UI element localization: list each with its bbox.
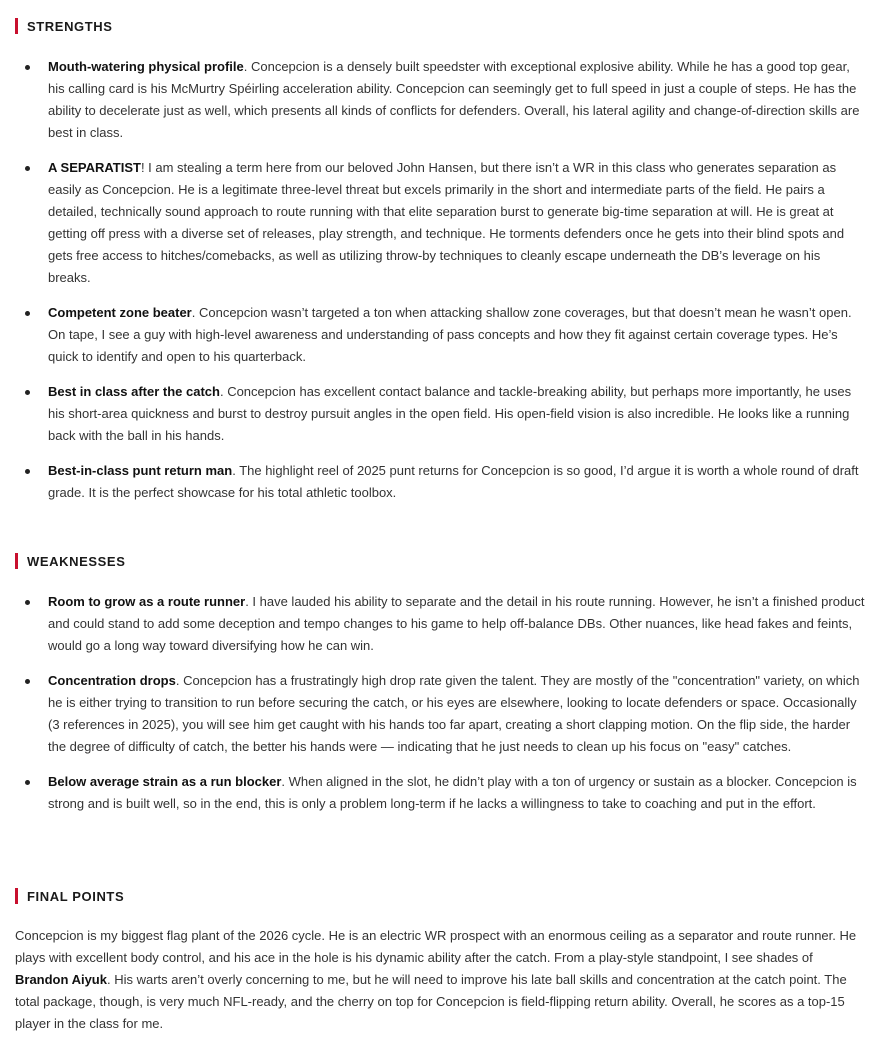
weaknesses-list [0,591,879,828]
item-text: . I have lauded his ability to separate and the detail in his route running. However, he isn’t a finished product and could stand to add some deception and tempo changes to his game to help off-balance DBs. Other nuances, like head fakes and feints, would go a long way toward diversifying how he can win. [48,594,865,653]
strengths-heading [15,17,113,35]
item-lead: Best in class after the catch [48,384,220,399]
final-points-heading [15,887,124,905]
heading-accent-bar [15,888,18,904]
list-item [0,460,879,504]
bullet-icon [25,780,30,785]
player-comparison-name: Brandon Aiyuk [15,972,107,987]
item-lead: Room to grow as a route runner [48,594,246,609]
item-text: . The highlight reel of 2025 punt returns for Concepcion is so good, I’d argue it is worth a whole round of draft grade. It is the perfect showcase for his total athletic toolbox. [48,463,859,500]
weaknesses-heading-label: WEAKNESSES [27,553,126,569]
item-lead: Competent zone beater [48,305,192,320]
item-text: . Concepcion is a densely built speedster with exceptional explosive ability. While he has a good top gear, his calling card is his McMurtry Spéirling acceleration ability. Concepcion can seemingly get to full speed in just a couple of steps. He has the ability to decelerate just as well, which presents all kinds of conflicts for defenders. Overall, his lateral agility and change-of-direction skills are best in class. [48,59,860,140]
bullet-icon [25,679,30,684]
list-item [0,381,879,447]
bullet-icon [25,469,30,474]
item-text: . Concepcion has a frustratingly high drop rate given the talent. They are mostly of the "concentration" variety, on which he is either trying to transition to run before securing the catch, or his eyes are elsewhere, looking to locate defenders or space. Occasionally (3 references in 2025), you will see him get caught with his hands too far apart, creating a short clapping motion. On the flip side, the harder the degree of difficulty of catch, the better his hands were — indicating that he just needs to clean up his focus on "easy" catches. [48,673,860,754]
item-lead: A SEPARATIST [48,160,141,175]
item-text: . When aligned in the slot, he didn’t play with a ton of urgency or sustain as a blocker. Concepcion is strong and is built well, so in the end, this is only a problem long-term if he lacks a willingness to take to coaching and put in the effort. [48,774,857,811]
final-text-after: . His warts aren’t overly concerning to me, but he will need to improve his late ball skills and concentration at the catch point. The total package, though, is very much NFL-ready, and the cherry on top for Concepcion is field-flipping return ability. Overall, he scores as a top-15 player in the class for me. [15,972,847,1031]
strengths-list [0,56,879,517]
weaknesses-heading [15,552,125,570]
strengths-heading-label: STRENGTHS [27,18,113,34]
list-item [0,771,879,815]
list-item [0,670,879,758]
heading-accent-bar [15,18,18,34]
bullet-icon [25,600,30,605]
bullet-icon [25,166,30,171]
item-lead: Best-in-class punt return man [48,463,233,478]
final-points-heading-label: FINAL POINTS [27,888,125,904]
list-item [0,56,879,144]
bullet-icon [25,311,30,316]
final-text-before: Concepcion is my biggest flag plant of the 2026 cycle. He is an electric WR prospect with an enormous ceiling as a separator and route runner. He plays with excellent body control, and his ace in the hole is his dynamic ability after the catch. From a play-style standpoint, I see shades of [15,928,857,965]
list-item [0,591,879,657]
item-lead: Below average strain as a run blocker [48,774,282,789]
list-item [0,157,879,289]
item-text: . Concepcion wasn’t targeted a ton when attacking shallow zone coverages, but that doesn’t mean he wasn’t open. On tape, I see a guy with high-level awareness and understanding of pass concepts and how they fit against certain coverage types. He’s quick to identify and open to his quarterback. [48,305,852,364]
item-text: . Concepcion has excellent contact balance and tackle-breaking ability, but perhaps more importantly, he uses his short-area quickness and burst to destroy pursuit angles in the open field. His open-field vision is also incredible. He looks like a running back with the ball in his hands. [48,384,852,443]
item-lead: Mouth-watering physical profile [48,59,244,74]
item-lead: Concentration drops [48,673,176,688]
bullet-icon [25,390,30,395]
item-text: ! I am stealing a term here from our beloved John Hansen, but there isn’t a WR in this class who generates separation as easily as Concepcion. He is a legitimate three-level threat but excels primarily in the short and intermediate parts of the field. He pairs a detailed, technically sound approach to route running with that elite separation burst to generate big-time separation at will. He is great at getting off press with a diverse set of releases, play strength, and technique. He torments defenders once he gets into their blind spots and gets free access to hitches/comebacks, as well as utilizing throw-by techniques to cleanly escape underneath the DB’s leverage on his breaks. [48,160,845,285]
final-points-paragraph [15,925,865,1035]
list-item [0,302,879,368]
heading-accent-bar [15,553,18,569]
bullet-icon [25,65,30,70]
